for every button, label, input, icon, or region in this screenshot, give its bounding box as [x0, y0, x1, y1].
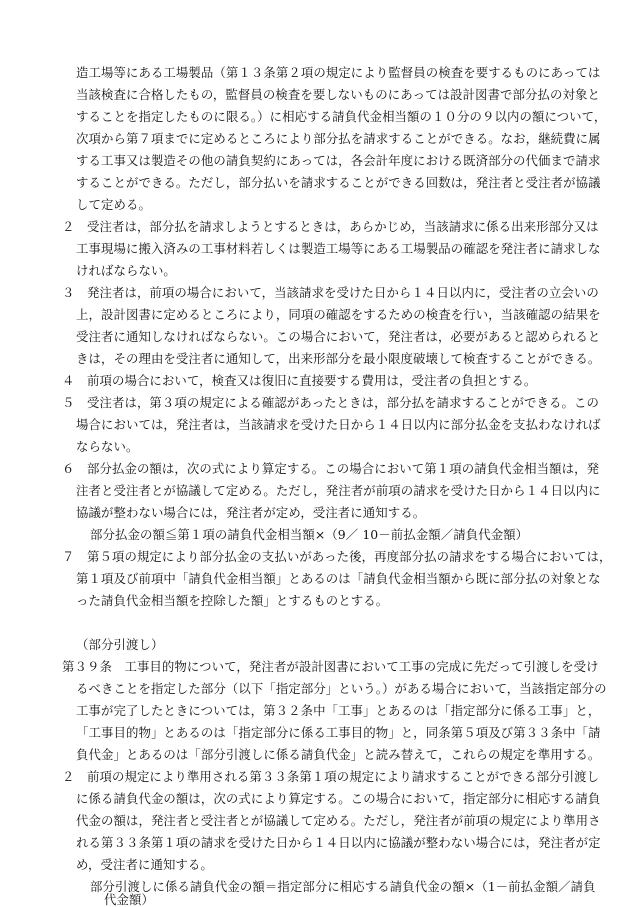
- text-line: 協議が整わない場合には，発注者が定め，受注者に通知する。: [76, 505, 426, 520]
- text-line: 注者と受注者とが協議して定める。ただし，発注者が前項の請求を受けた日から１４日以内に: [76, 483, 601, 498]
- text-line: 次項から第７項までに定めるところにより部分払を請求することができる。なお，継続費に属: [76, 131, 601, 146]
- text-line: することを指定したものに限る。）に相応する請負代金相当額の１０分の９以内の額について，: [76, 109, 607, 124]
- formula-line: 部分払金の額≦第１項の請負代金相当額×（9／ 10－前払金額／請負代金額）: [90, 527, 529, 542]
- text-line: きは，その理由を受注者に通知して，出来形部分を最小限度破壊して検査することができる。: [76, 351, 601, 366]
- text-line: め，受注者に通知する。: [76, 857, 213, 872]
- paragraph-7-line: ７ 第５項の規定により部分払金の支払いがあった後，再度部分払の請求をする場合においては，: [62, 549, 612, 564]
- text-line: るべきことを指定した部分（以下「指定部分」という。）がある場合において，当該指定部分の: [76, 681, 607, 696]
- text-line: れる第３３条第１項の請求を受けた日から１４日以内に協議が整わない場合には，発注者が定: [76, 835, 601, 850]
- text-line: 負代金」とあるのは「部分引渡しに係る請負代金」と読み替えて，これらの規定を準用する。: [76, 747, 601, 762]
- text-line: 場合においては，発注者は，当該請求を受けた日から１４日以内に部分払金を支払わなければ: [76, 417, 601, 432]
- text-line: 第１項及び前項中「請負代金相当額」とあるのは「請負代金相当額から既に部分払の対象とな: [76, 571, 601, 586]
- article-39-line: 第３９条 工事目的物について，発注者が設計図書において工事の完成に先だって引渡しを受け: [62, 659, 599, 674]
- text-line: 造工場等にある工場製品（第１３条第２項の規定により監督員の検査を要するものにあっては: [76, 65, 601, 80]
- text-line: 工事が完了したときについては，第３２条中「工事」とあるのは「指定部分に係る工事」と，: [76, 703, 601, 718]
- formula-continuation-line: 代金額）: [104, 892, 154, 907]
- text-line: に係る請負代金の額は，次の式により算定する。この場合において，指定部分に相応する請負: [76, 791, 601, 806]
- paragraph-5-line: ５ 受注者は，第３項の規定による確認があったときは，部分払を請求することができる。この: [62, 395, 599, 410]
- text-line: 上，設計図書に定めるところにより，同項の確認をするための検査を行い，当該確認の結果を: [76, 307, 601, 322]
- paragraph-3-line: ３ 発注者は，前項の場合において，当該請求を受けた日から１４日以内に，受注者の立会いの: [62, 285, 599, 300]
- paragraph-4-line: ４ 前項の場合において，検査又は復旧に直接要する費用は，受注者の負担とする。: [62, 373, 537, 388]
- text-line: 工事現場に搬入済みの工事材料若しくは製造工場等にある工場製品の確認を発注者に請求しな: [76, 241, 601, 256]
- text-line: する工事又は製造その他の請負契約にあっては，各会計年度における既済部分の代価まで請求: [76, 153, 601, 168]
- text-line: ければならない。: [76, 263, 176, 278]
- text-line: ならない。: [76, 439, 139, 454]
- text-line: 当該検査に合格したもの，監督員の検査を要しないものにあっては設計図書で部分払の対象と: [76, 87, 600, 102]
- text-line: った請負代金相当額を控除した額」とするものとする。: [76, 593, 389, 608]
- paragraph-2-line: ２ 受注者は，部分払を請求しようとするときは，あらかじめ，当該請求に係る出来形部分又は: [62, 219, 599, 234]
- article-39-paragraph-2-line: ２ 前項の規定により準用される第３３条第１項の規定により請求することができる部分引渡し: [62, 769, 600, 784]
- text-line: して定める。: [76, 197, 151, 212]
- text-line: 代金の額は，発注者と受注者とが協議して定める。ただし，発注者が前項の規定により準用さ: [76, 813, 601, 828]
- text-line: することができる。ただし，部分払いを請求することができる回数は，発注者と受注者が協議: [76, 175, 601, 190]
- section-heading: （部分引渡し）: [76, 637, 164, 652]
- text-line: 「工事目的物」とあるのは「指定部分に係る工事目的物」と，同条第５項及び第３３条中「請: [76, 725, 601, 740]
- text-line: 受注者に通知しなければならない。この場合において，発注者は，必要があると認められると: [76, 329, 601, 344]
- paragraph-6-line: ６ 部分払金の額は，次の式により算定する。この場合において第１項の請負代金相当額は，発: [62, 461, 600, 476]
- formula-line: 部分引渡しに係る請負代金の額＝指定部分に相応する請負代金の額×（1－前払金額／請負: [90, 879, 596, 894]
